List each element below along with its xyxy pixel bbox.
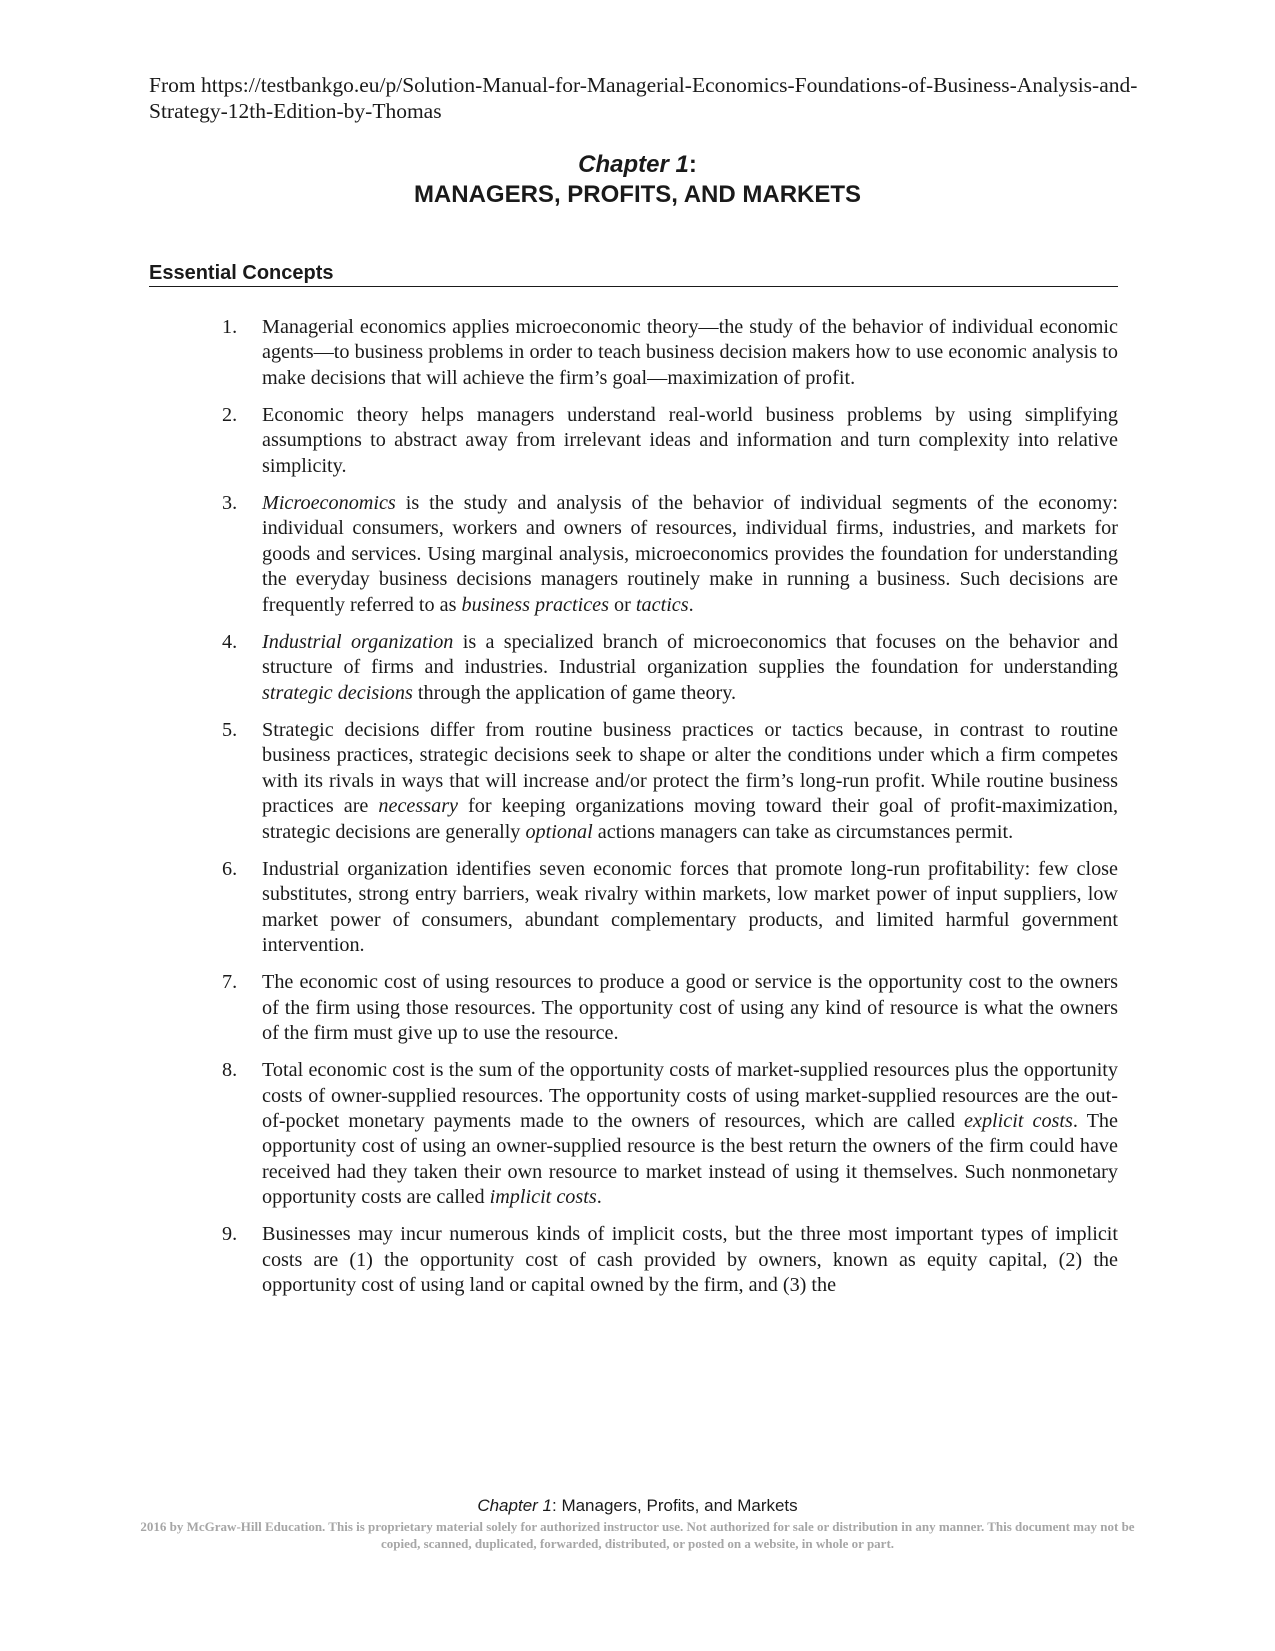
chapter-label-suffix: : (688, 151, 697, 178)
concept-item (222, 1222, 1118, 1298)
concept-term: strategic decisions (262, 681, 413, 704)
concept-text-segment: Total economic cost is the sum of the opportunity costs of market-supplied resources plus the opportunity costs of owner-supplied resources. The opportunity costs of using market-supplied resources are the out-of-pocket monetary payments made to the owners of resources, which are called (262, 1059, 1118, 1132)
concept-term: optional (525, 820, 593, 843)
concept-text (262, 316, 1118, 389)
concept-term: necessary (378, 795, 459, 818)
concept-number: 1. (222, 316, 238, 338)
concept-term: business practices (461, 593, 609, 616)
concept-text (262, 1223, 1118, 1296)
concept-item (222, 630, 1118, 706)
concept-item (222, 718, 1118, 845)
concept-number: 8. (222, 1059, 238, 1082)
concept-term: Industrial organization (262, 630, 454, 653)
concept-text-segment: Strategic decisions differ from routine business practices or tactics because, in contrast to routine business practices, strategic decisions seek to shape or alter the conditions under which a firm competes with its rivals in ways that will increase and/or protect the firm’s long-run profit. While routine business practices are (262, 718, 1118, 818)
footer-chapter-label: Chapter 1 (477, 1496, 552, 1515)
concept-number: 9. (222, 1223, 238, 1246)
concept-term: implicit costs (489, 1186, 597, 1209)
concept-number: 4. (222, 630, 238, 653)
concept-text-segment: is the study and analysis of the behavior of individual segments of the economy: individual consumers, workers and owners of resources, individual firms, industries, and markets for goods and services. Using marginal analysis, microeconomics provides the foundation for understanding the everyday business decisions managers routinely make in running a business. Such decisions are frequently referred to as (262, 492, 1118, 616)
concept-text (262, 719, 1118, 843)
concept-text (262, 971, 1118, 1044)
chapter-label: Chapter 1 (578, 151, 689, 178)
concept-text (262, 631, 1118, 704)
chapter-heading (0, 150, 1275, 209)
concept-item (222, 970, 1118, 1046)
concepts-list (222, 315, 1118, 1310)
concept-text-segment: is a specialized branch of microeconomics that focuses on the behavior and structure of firms and industries. Industrial organization supplies the foundation for understanding (262, 630, 1118, 679)
concept-text-segment: . (596, 1186, 602, 1209)
concept-text-segment: Economic theory helps managers understand real-world business problems by using simplifying assumptions to abstract away from irrelevant ideas and information and turn complexity into relative simplicity. (262, 404, 1118, 477)
concept-number: 7. (222, 971, 238, 994)
footer-chapter-rest: : Managers, Profits, and Markets (552, 1496, 798, 1515)
concept-text-segment: The economic cost of using resources to produce a good or service is the opportunity cost to the owners of the firm using those resources. The opportunity cost of using any kind of resource is what the owners of the firm must give up to use the resource. (262, 971, 1118, 1044)
concept-text-segment: for keeping organizations moving toward their goal of profit-maximization, strategic decisions are generally (262, 795, 1119, 843)
concept-text-segment: Businesses may incur numerous kinds of implicit costs, but the three most important types of implicit costs are (1) the opportunity cost of cash provided by owners, known as equity capital, (2) the opportunity cost of using land or capital owned by the firm, and (3) the (262, 1223, 1118, 1297)
concept-term: tactics (635, 593, 689, 616)
concept-item (222, 491, 1118, 618)
page-footer (0, 1496, 1275, 1552)
concept-text-segment: . (688, 593, 694, 616)
concept-number: 5. (222, 718, 238, 741)
concept-item (222, 857, 1118, 959)
concept-item (222, 315, 1118, 391)
concept-text (262, 492, 1118, 616)
concept-text-segment: actions managers can take as circumstances permit. (592, 820, 1014, 843)
concept-number: 6. (222, 857, 238, 880)
concept-term: explicit costs (964, 1109, 1073, 1132)
source-prefix: From (149, 73, 201, 97)
concept-text-segment: . The opportunity cost of using an owner-supplied resource is the best return the owners of the firm could have received had they taken their own resource to market instead of using it themselves. Such nonmonetary opportunity costs are called (262, 1109, 1118, 1209)
footer-copyright: 2016 by McGraw-Hill Education. This is proprietary material solely for authorized instructor use. Not authorized for sale or distribution in any manner. This document may not be copied, scanned, duplicated, forwarded, distributed, or posted on a website, in whole or part. (140, 1519, 1135, 1551)
source-line (149, 72, 1139, 124)
concept-text (262, 1059, 1118, 1208)
footer-title (0, 1496, 1275, 1516)
concept-text (262, 858, 1118, 956)
section-heading: Essential Concepts (149, 261, 1118, 287)
concept-number: 3. (222, 492, 238, 515)
concept-term: Microeconomics (262, 492, 396, 515)
concept-text-segment: through the application of game theory. (412, 681, 737, 704)
concept-item (222, 403, 1118, 479)
chapter-title: MANAGERS, PROFITS, AND MARKETS (413, 181, 862, 208)
concept-text-segment: Industrial organization identifies seven economic forces that promote long-run profitability: few close substitutes, strong entry barriers, weak rivalry within markets, low market power of input suppliers, low market power of consumers, abundant complementary products, and limited harmful government intervention. (262, 857, 1118, 956)
chapter-label-line (0, 150, 1275, 179)
concept-text (262, 404, 1118, 477)
concept-item (222, 1058, 1118, 1210)
concept-number: 2. (222, 404, 238, 427)
concept-text-segment: or (609, 593, 636, 616)
concept-text-segment: Managerial economics applies microeconomic theory—the study of the behavior of individual economic agents—to business problems in order to teach business decision makers how to use economic analysis to make decisions that will achieve the firm’s goal—maximization of profit. (262, 316, 1118, 389)
source-url[interactable]: https://testbankgo.eu/p/Solution-Manual-for-Managerial-Economics-Foundations-of-Business-Analysis-and-Strategy-12th-Edition-by-Thomas (149, 73, 1138, 123)
